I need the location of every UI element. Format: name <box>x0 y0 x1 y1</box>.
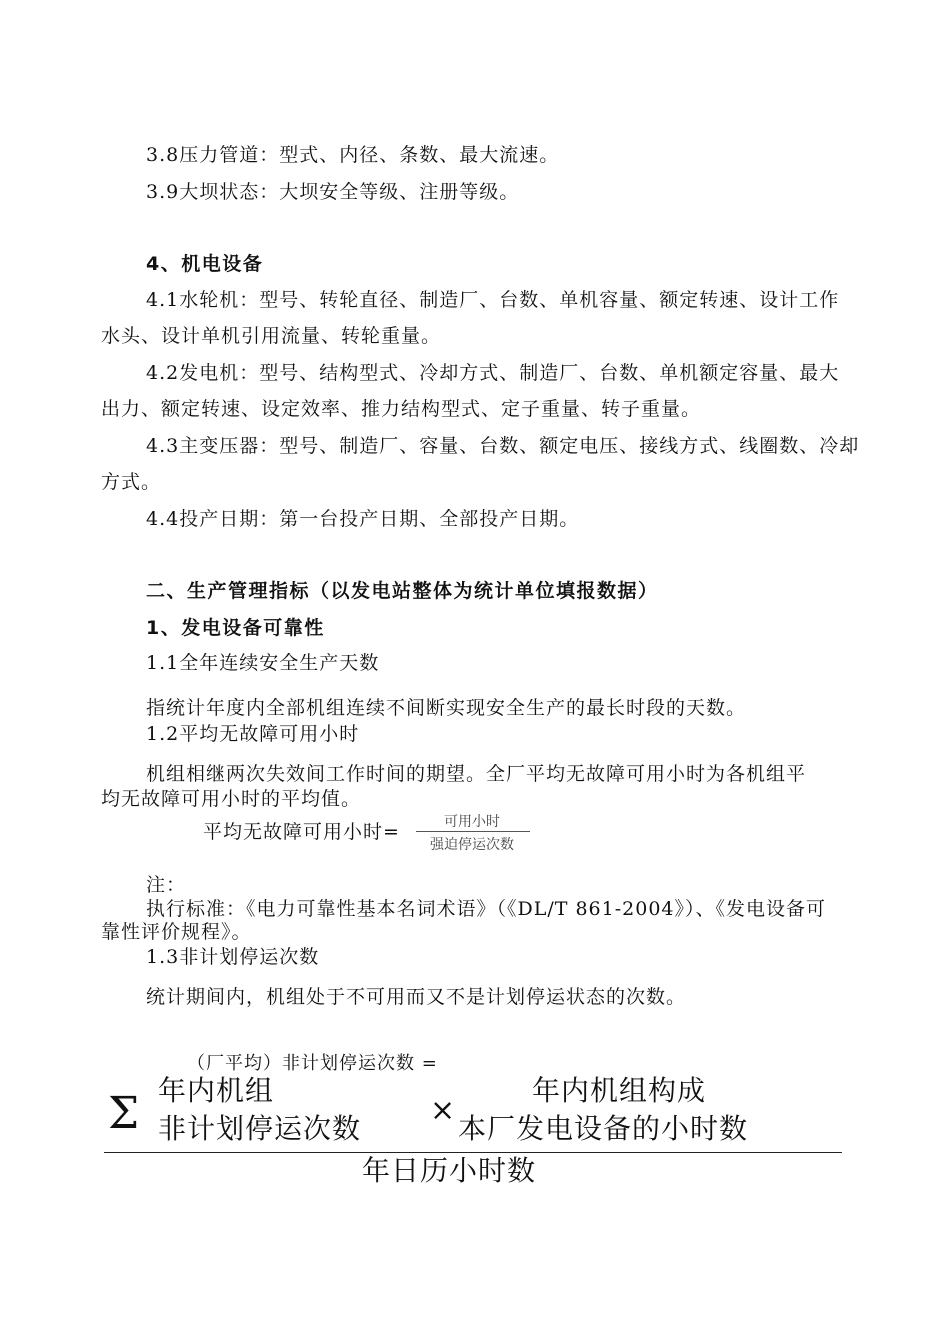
line-4-1: 4.1水轮机：型号、转轮直径、制造厂、台数、单机容量、额定转速、设计工作 <box>146 289 840 311</box>
formula-fo-term1-top: 年内机组 <box>158 1074 275 1107</box>
formula-fo-denominator: 年日历小时数 <box>362 1154 537 1187</box>
line-4-2: 4.2发电机：型号、结构型式、冷却方式、制造厂、台数、单机额定容量、最大 <box>146 362 840 384</box>
note-label: 注： <box>146 874 187 896</box>
line-1-3: 1.3非计划停运次数 <box>146 946 320 968</box>
line-1-2-desc-cont: 均无故障可用小时的平均值。 <box>101 788 362 810</box>
formula-fo-lhs: （厂平均）非计划停运次数 = <box>187 1053 438 1074</box>
note-standard: 执行标准：《电力可靠性基本名词术语》（《DL/T 861-2004》）、《发电设备可 <box>146 898 827 920</box>
line-4-4: 4.4投产日期：第一台投产日期、全部投产日期。 <box>146 508 580 530</box>
line-3-9: 3.9大坝状态：大坝安全等级、注册等级。 <box>146 181 520 203</box>
line-1-2-desc: 机组相继两次失效间工作时间的期望。全厂平均无故障可用小时为各机组平 <box>146 763 807 785</box>
formula-fo-term1-bottom: 非计划停运次数 <box>158 1112 362 1145</box>
section-2-heading: 二、生产管理指标（以发电站整体为统计单位填报数据） <box>146 580 659 602</box>
line-4-1-cont: 水头、设计单机引用流量、转轮重量。 <box>101 325 442 347</box>
line-4-3: 4.3主变压器：型号、制造厂、容量、台数、额定电压、接线方式、线圈数、冷却 <box>146 435 860 457</box>
formula-fo-times: × <box>430 1093 457 1128</box>
formula-mtbf-numerator: 可用小时 <box>444 814 500 830</box>
line-1-1-desc: 指统计年度内全部机组连续不间断实现安全生产的最长时段的天数。 <box>146 697 747 719</box>
line-4-3-cont: 方式。 <box>101 471 162 493</box>
formula-fo-term2-top: 年内机组构成 <box>532 1074 707 1107</box>
formula-mtbf-denominator: 强迫停运次数 <box>430 837 514 853</box>
formula-fo-rule <box>104 1152 842 1153</box>
formula-fo-term2-bottom: 本厂发电设备的小时数 <box>458 1112 749 1145</box>
line-1-1: 1.1全年连续安全生产天数 <box>146 652 380 674</box>
line-1-3-desc: 统计期间内，机组处于不可用而又不是计划停运状态的次数。 <box>146 986 687 1008</box>
line-4-2-cont: 出力、额定转速、设定效率、推力结构型式、定子重量、转子重量。 <box>101 398 702 420</box>
formula-mtbf-rule <box>416 831 530 832</box>
heading-1: 1、发电设备可靠性 <box>146 617 325 639</box>
formula-mtbf-lhs: 平均无故障可用小时= <box>203 821 400 843</box>
heading-4: 4、机电设备 <box>146 253 264 275</box>
line-1-2: 1.2平均无故障可用小时 <box>146 723 360 745</box>
formula-fo-sigma: Σ <box>108 1088 140 1139</box>
line-3-8: 3.8压力管道：型式、内径、条数、最大流速。 <box>146 144 560 166</box>
note-standard-cont: 靠性评价规程》。 <box>101 921 252 943</box>
